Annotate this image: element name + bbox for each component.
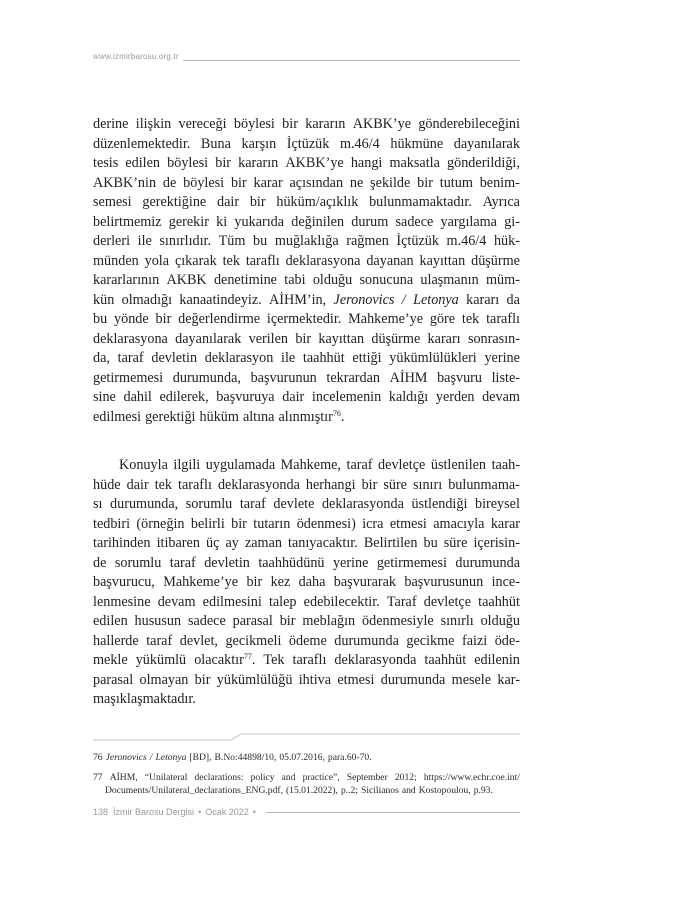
journal-url: www.izmirbarosu.org.tr bbox=[93, 52, 179, 61]
text-line: tedbiri (örneğin belirli bir tutarın ödenmesi) icra etmesi amacıyla karar bbox=[93, 515, 520, 532]
text-line: de sorumlu taraf devletin taahhüdünü yerine getirmemesi durumunda bbox=[93, 554, 520, 571]
paragraph-2 bbox=[93, 456, 520, 710]
text-line: getirmemesi durumunda, başvurunun tekrardan AİHM başvuru liste- bbox=[93, 369, 520, 386]
text-line: tesis edilen böylesi bir kararın AKBK’ye hangi maksatla gönderildiği, bbox=[93, 155, 520, 171]
text-line: bu yönde bir değerlendirme içermektedir. Mahkeme’ye göre tek taraflı bbox=[93, 311, 520, 327]
text-line: semesi gerektiğine dair bir hüküm/açıklık bulunmamaktadır. Ayrıca bbox=[93, 194, 520, 210]
page-footer bbox=[93, 806, 520, 818]
text-line: mekle yükümlü olacaktır$^{77}$. Tek taraflı deklarasyonda taahhüt edilenin bbox=[93, 652, 520, 668]
footer-rule bbox=[266, 812, 520, 813]
text-line: derleri ile sınırlıdır. Tüm bu muğlaklığa rağmen İçtüzük m.46/4 hük- bbox=[93, 233, 520, 249]
body-text bbox=[93, 115, 520, 710]
text-line: parasal olmayan bir yükümlülüğü ihtiva etmesi durumunda mesele kar- bbox=[93, 671, 520, 688]
text-line: lenmesine devam edilmesini talep edebilecektir. Taraf devletçe taahhüt bbox=[93, 593, 520, 610]
paragraph-1 bbox=[93, 115, 520, 427]
journal-issue: Ocak 2022 bbox=[205, 807, 249, 817]
footnote-number: 76 bbox=[93, 752, 103, 763]
text-line: edilmesi gerektiği hüküm altına alınmıştır$^{76}$. bbox=[93, 408, 345, 425]
text-line: AKBK’nin de böylesi bir karar açısından ne şekilde bir tutum benim- bbox=[93, 174, 520, 191]
footnote-ref-76[interactable]: 76 bbox=[332, 408, 341, 418]
footer-separator: • bbox=[198, 807, 202, 817]
footnote-number: 77 bbox=[93, 772, 103, 783]
text-line: derine ilişkin vereceği böylesi bir kararın AKBK’ye gönderebileceğini bbox=[93, 116, 520, 132]
text-line: Konuyla ilgili uygulamada Mahkeme, taraf devletçe üstlenilen taah- bbox=[119, 457, 520, 473]
footnote-77: 77 AİHM, “Unilateral declarations: policy and practice”, September 2012; https://www.echr.coe.int/ Documents/Unilateral_declarations_ENG.pdf, (15.01.2022), p..2; Sicilianos and Kostopoulou, p.93. bbox=[93, 772, 520, 796]
footnotes bbox=[93, 751, 520, 804]
page-number: 138 bbox=[93, 807, 109, 817]
footnote-76: 76 Jeronovics / Letonya [BD], B.No:44898/10, 05.07.2016, para.60-70. bbox=[93, 752, 372, 763]
text-line: da, taraf devletin deklarasyon ile taahhüt ettiği yükümlülükleri yerine bbox=[93, 350, 520, 366]
text-line: belirtmemiz gerekir ki yukarıda değinilen durum sadece yargılama gi- bbox=[93, 213, 520, 230]
footnote-rule bbox=[93, 733, 520, 741]
text-line: maşıklaşmaktadır. bbox=[93, 691, 196, 707]
text-line: düzenlemektedir. Buna karşın İçtüzük m.46/4 hükmüne dayanılarak bbox=[93, 135, 520, 152]
footnote-ref-77[interactable]: 77 bbox=[243, 652, 252, 661]
text-line: münden yola çıkarak tek taraflı deklarasyona dayanan kayıttan düşürme bbox=[93, 252, 520, 269]
text-line: sı durumunda, sorumlu taraf devlete deklarasyonda üstlendiği bireysel bbox=[93, 496, 520, 512]
text-line: kararlarının AKBK denetimine tabi olduğu sonucuna ulaşmanın müm- bbox=[93, 272, 520, 288]
journal-name: İzmir Barosu Dergisi bbox=[113, 807, 195, 817]
text-line: sine dahil edilerek, başvuruya dair incelemenin kaldığı yerden devam bbox=[93, 389, 520, 405]
text-line: tarihinden itibaren üç ay zaman tanıyacaktır. Belirtilen bu süre içerisin- bbox=[93, 535, 520, 551]
text-line: başvurucu, Mahkeme’ye bir kez daha başvurarak başvurusunun ince- bbox=[93, 574, 520, 590]
text-line: hallerde taraf devlet, gecikmeli ödeme durumunda gecikme faizi öde- bbox=[93, 632, 520, 649]
text-line: edilen hususun sadece parasal bir meblağın ödenmesiyle sınırlı olduğu bbox=[93, 613, 520, 629]
text-line: deklarasyona dayanılarak verilen bir kayıttan düşürme kararı sonrasın- bbox=[93, 330, 520, 347]
text-line: hüde dair tek taraflı deklarasyonda herhangi bir süre sınırı bulunmama- bbox=[93, 476, 520, 493]
footer-bullet: • bbox=[252, 807, 256, 817]
header-rule bbox=[183, 60, 520, 61]
text-line: kün olmadığı kanaatindeyiz. AİHM’in, Jeronovics / Letonya kararı da bbox=[93, 291, 520, 308]
